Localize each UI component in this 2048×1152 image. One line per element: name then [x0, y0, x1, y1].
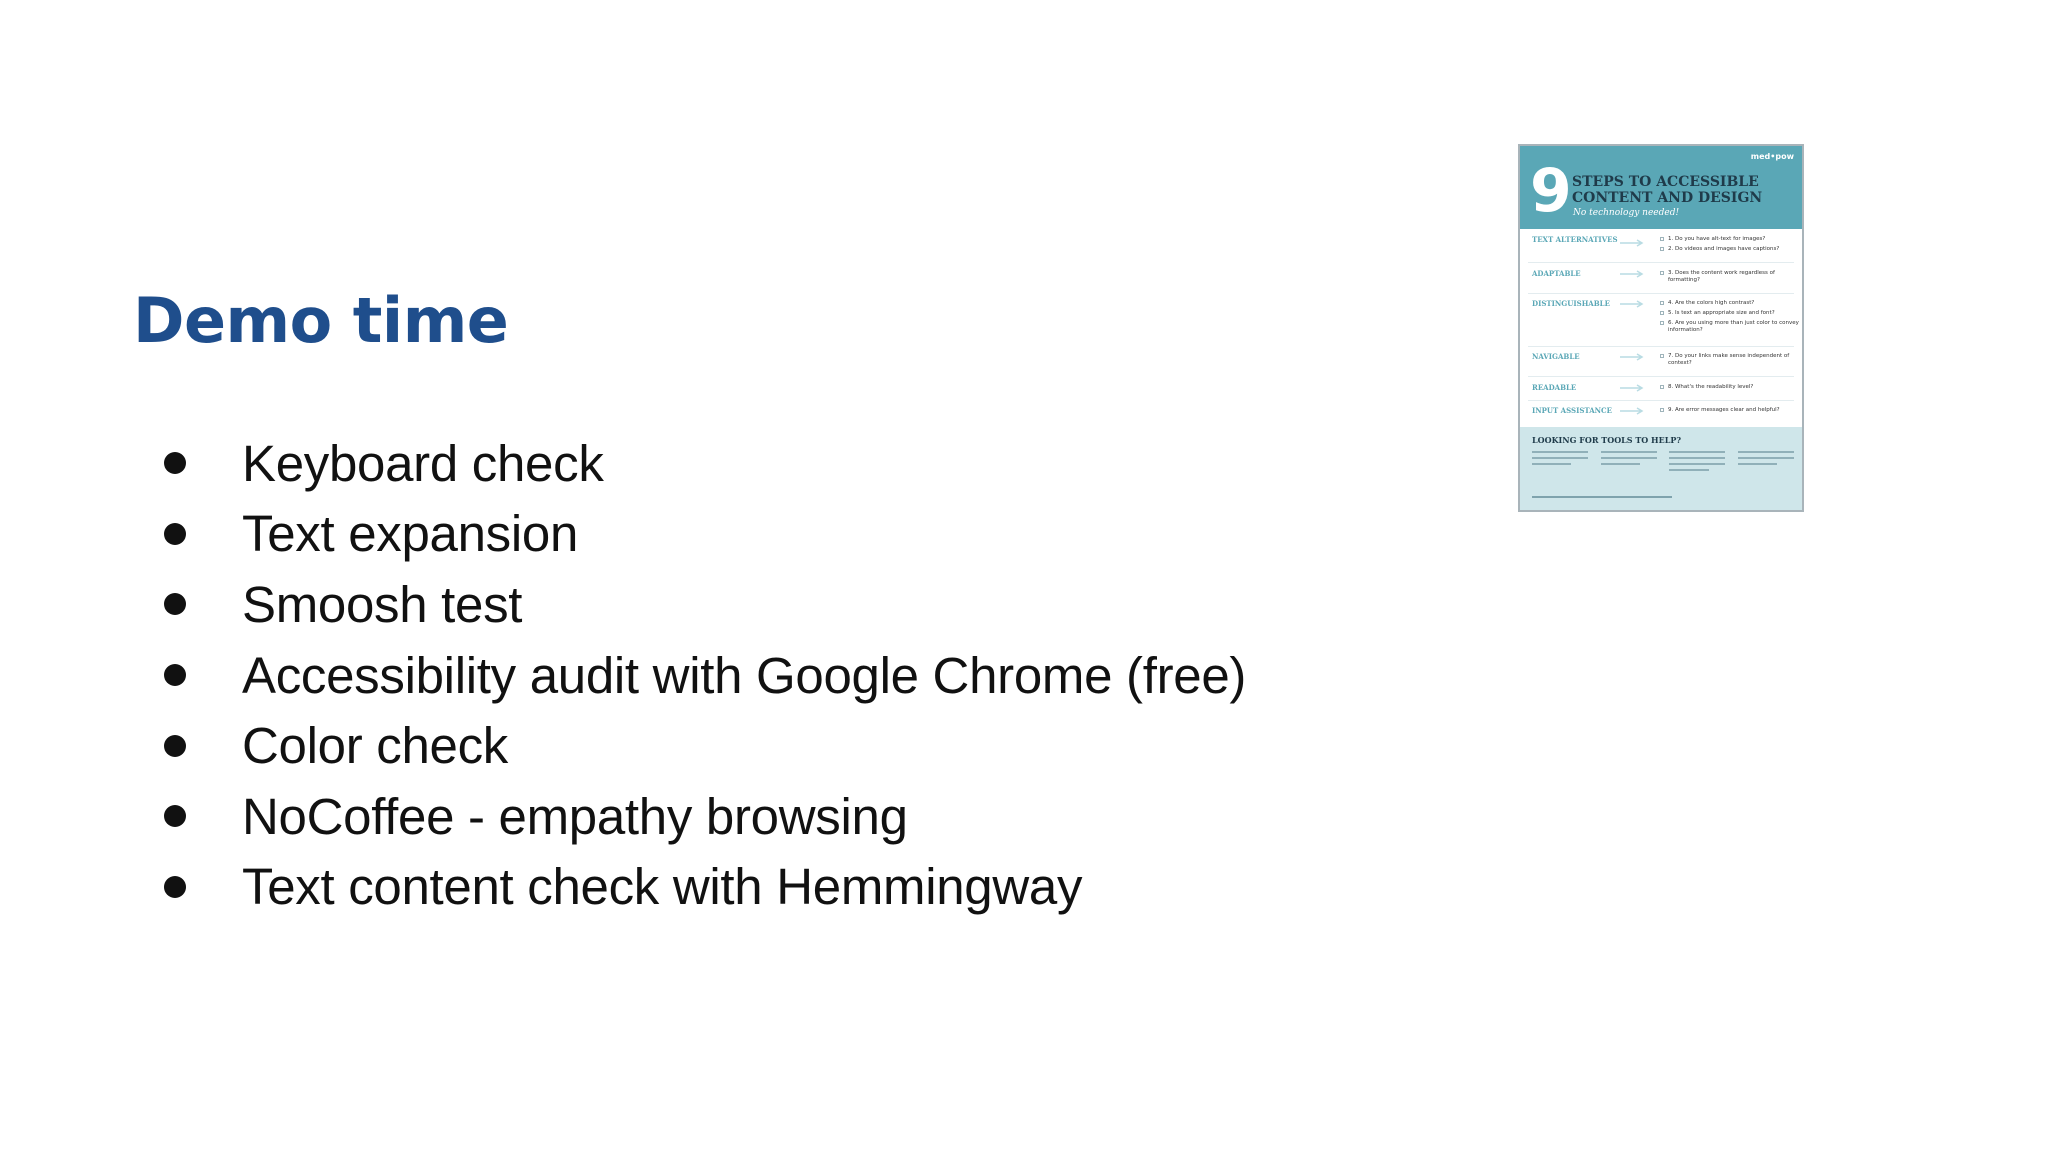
poster-tool-column: [1669, 451, 1725, 475]
poster-tools-columns: [1532, 451, 1794, 475]
arrow-right-icon: [1620, 239, 1646, 247]
poster-tool-text-line: [1601, 463, 1640, 465]
bullet-text: Text expansion: [242, 505, 579, 563]
poster-row-items: [1660, 300, 1800, 337]
poster-tool-text-line: [1738, 451, 1794, 453]
poster-brand-logo: med•pow: [1750, 152, 1794, 161]
poster-tool-text-line: [1669, 457, 1725, 459]
poster-tool-column: [1738, 451, 1794, 475]
poster-checklist-item: 7. Do your links make sense independent of context?: [1660, 353, 1800, 367]
poster-checklist-item: 2. Do videos and images have captions?: [1660, 246, 1800, 253]
arrow-right-icon: [1620, 407, 1646, 415]
list-item: [160, 781, 1246, 852]
poster-number: 9: [1530, 156, 1572, 226]
arrow-right-icon: [1620, 384, 1646, 392]
bullet-icon: [164, 805, 186, 827]
bullet-list: [160, 428, 1246, 922]
poster-tool-text-line: [1669, 463, 1725, 465]
divider: [1528, 262, 1794, 263]
bullet-text: Accessibility audit with Google Chrome (free): [242, 646, 1247, 704]
bullet-icon: [164, 593, 186, 615]
divider: [1528, 293, 1794, 294]
bullet-icon: [164, 876, 186, 898]
poster-checklist-item: 3. Does the content work regardless of formatting?: [1660, 270, 1800, 284]
poster-tool-text-line: [1532, 451, 1588, 453]
poster-checklist-item: 6. Are you using more than just color to convey information?: [1660, 320, 1800, 334]
poster-heading-line: STEPS TO ACCESSIBLE: [1572, 174, 1759, 190]
poster-tool-text-line: [1532, 463, 1571, 465]
arrow-right-icon: [1620, 353, 1646, 361]
poster-subtitle: No technology needed!: [1573, 208, 1680, 218]
divider: [1528, 376, 1794, 377]
poster-tool-text-line: [1738, 463, 1777, 465]
poster-checklist-item: 4. Are the colors high contrast?: [1660, 300, 1800, 307]
bullet-text: Color check: [242, 717, 508, 775]
poster-tool-text-line: [1601, 451, 1657, 453]
poster-footer-line: [1532, 496, 1672, 498]
poster-heading-line: CONTENT AND DESIGN: [1572, 190, 1763, 206]
slide-title: Demo time: [133, 284, 509, 357]
poster-row-items: [1660, 407, 1800, 417]
poster-tool-text-line: [1738, 457, 1794, 459]
poster-tool-text-line: [1601, 457, 1657, 459]
list-item: [160, 852, 1246, 923]
divider: [1528, 400, 1794, 401]
list-item: [160, 640, 1246, 711]
bullet-text: NoCoffee - empathy browsing: [242, 787, 908, 845]
poster-tool-column: [1601, 451, 1657, 475]
poster-checklist-item: 8. What's the readability level?: [1660, 384, 1800, 391]
list-item: [160, 428, 1246, 499]
list-item: [160, 499, 1246, 570]
poster-row-label: DISTINGUISHABLE: [1532, 299, 1610, 308]
bullet-text: Text content check with Hemmingway: [242, 858, 1083, 916]
divider: [1528, 346, 1794, 347]
poster-row-label: NAVIGABLE: [1532, 352, 1580, 361]
arrow-right-icon: [1620, 300, 1646, 308]
poster-row-label: INPUT ASSISTANCE: [1532, 406, 1612, 415]
list-item: [160, 569, 1246, 640]
poster-row-label: TEXT ALTERNATIVES: [1532, 235, 1618, 244]
poster-tool-text-line: [1532, 457, 1588, 459]
poster-checklist-item: 1. Do you have alt-text for images?: [1660, 236, 1800, 243]
poster-heading: [1572, 174, 1792, 206]
poster-row-items: [1660, 236, 1800, 256]
bullet-icon: [164, 523, 186, 545]
poster-tool-text-line: [1669, 451, 1725, 453]
poster-row-label: READABLE: [1532, 383, 1577, 392]
poster-image: [1518, 144, 1804, 512]
poster-row-items: [1660, 384, 1800, 394]
bullet-icon: [164, 664, 186, 686]
poster-row-items: [1660, 270, 1800, 287]
poster-tool-column: [1532, 451, 1588, 475]
bullet-text: Smoosh test: [242, 575, 523, 633]
list-item: [160, 710, 1246, 781]
poster-tools-section: [1520, 427, 1802, 510]
poster-checklist-item: 5. Is text an appropriate size and font?: [1660, 310, 1800, 317]
bullet-icon: [164, 735, 186, 757]
poster-header: [1520, 146, 1802, 229]
poster-tools-title: LOOKING FOR TOOLS TO HELP?: [1532, 435, 1682, 445]
poster-tool-text-line: [1669, 469, 1708, 471]
bullet-icon: [164, 452, 186, 474]
bullet-text: Keyboard check: [242, 434, 604, 492]
poster-row-items: [1660, 353, 1800, 370]
poster-row-label: ADAPTABLE: [1532, 269, 1581, 278]
poster-checklist-item: 9. Are error messages clear and helpful?: [1660, 407, 1800, 414]
arrow-right-icon: [1620, 270, 1646, 278]
